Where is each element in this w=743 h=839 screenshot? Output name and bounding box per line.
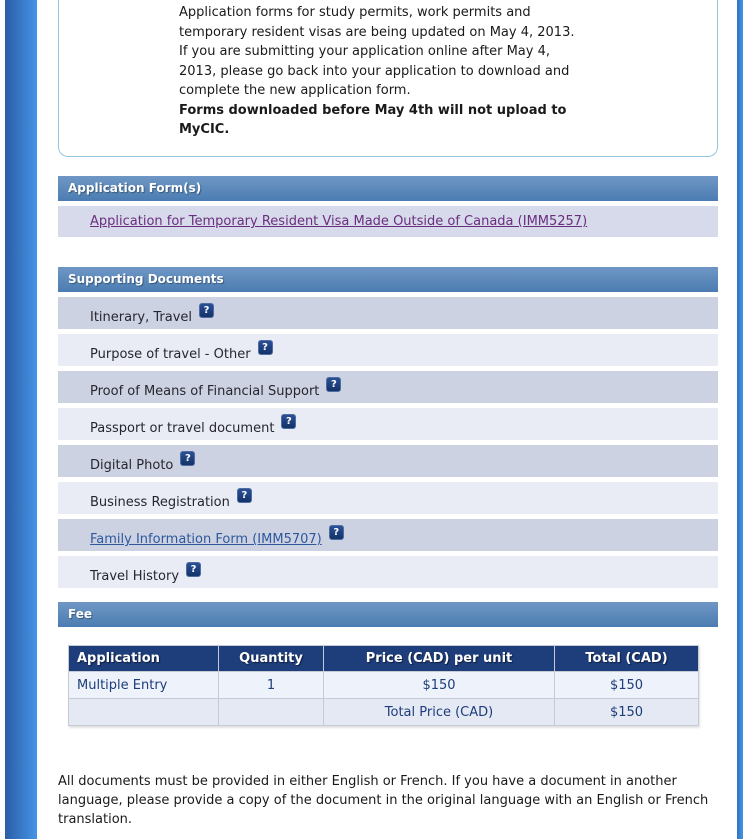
help-icon[interactable]: ?	[329, 525, 344, 540]
supporting-document-row	[58, 334, 718, 366]
help-icon[interactable]: ?	[186, 562, 201, 577]
supporting-document-row	[58, 482, 718, 514]
document-label: Travel History	[90, 569, 180, 584]
supporting-document-row	[58, 519, 718, 551]
fee-column-header: Application	[69, 646, 219, 672]
document-label: Digital Photo	[90, 458, 174, 473]
supporting-document-row	[58, 408, 718, 440]
left-edge-bar	[5, 0, 37, 839]
fee-table	[68, 645, 699, 726]
application-form-link[interactable]: Application for Temporary Resident Visa Made Outside of Canada (IMM5257)	[90, 214, 588, 229]
notice-warning: Forms downloaded before May 4th will not upload to MyCIC.	[179, 102, 567, 137]
help-icon[interactable]: ?	[326, 377, 341, 392]
help-icon[interactable]: ?	[237, 488, 252, 503]
document-label: Itinerary, Travel	[90, 310, 193, 325]
fee-column-header: Total (CAD)	[555, 646, 699, 672]
notice-body: Application forms for study permits, work permits and temporary resident visas are being updated on May 4, 2013. If you are submitting your application online after May 4, 2013, please go back into your application to download and complete the new application form.	[179, 5, 575, 98]
fee-table-header-row	[69, 646, 699, 672]
help-icon[interactable]: ?	[281, 414, 296, 429]
application-form-row	[58, 206, 718, 237]
fee-cell: $150	[555, 672, 699, 699]
fee-header: Fee	[58, 602, 718, 627]
fee-row	[69, 672, 699, 699]
application-forms-header: Application Form(s)	[58, 176, 718, 201]
main-content	[58, 0, 718, 829]
fee-cell: $150	[324, 672, 555, 699]
supporting-document-row	[58, 445, 718, 477]
fee-cell: $150	[555, 699, 699, 726]
help-icon[interactable]: ?	[199, 303, 214, 318]
fee-cell	[69, 699, 219, 726]
update-notice-box	[58, 0, 718, 157]
right-edge-bar	[737, 0, 743, 839]
fee-column-header: Price (CAD) per unit	[324, 646, 555, 672]
document-label: Proof of Means of Financial Support	[90, 384, 320, 399]
document-label: Business Registration	[90, 495, 230, 510]
supporting-document-row	[58, 371, 718, 403]
fee-cell: 1	[219, 672, 324, 699]
document-link[interactable]: Family Information Form (IMM5707)	[90, 532, 322, 547]
language-requirement-note: All documents must be provided in either English or French. If you have a document in another language, please provide a copy of the document in the original language with an English or French translation.	[58, 774, 709, 827]
help-icon[interactable]: ?	[258, 340, 273, 355]
supporting-documents-header: Supporting Documents	[58, 267, 718, 292]
fee-total-row	[69, 699, 699, 726]
supporting-document-row	[58, 297, 718, 329]
notice-text	[179, 3, 583, 140]
fee-cell	[219, 699, 324, 726]
supporting-document-row	[58, 556, 718, 588]
document-label: Purpose of travel - Other	[90, 347, 251, 362]
fee-cell: Multiple Entry	[69, 672, 219, 699]
document-label: Passport or travel document	[90, 421, 275, 436]
supporting-documents-list	[58, 297, 718, 588]
fee-cell: Total Price (CAD)	[324, 699, 555, 726]
fee-column-header: Quantity	[219, 646, 324, 672]
help-icon[interactable]: ?	[180, 451, 195, 466]
